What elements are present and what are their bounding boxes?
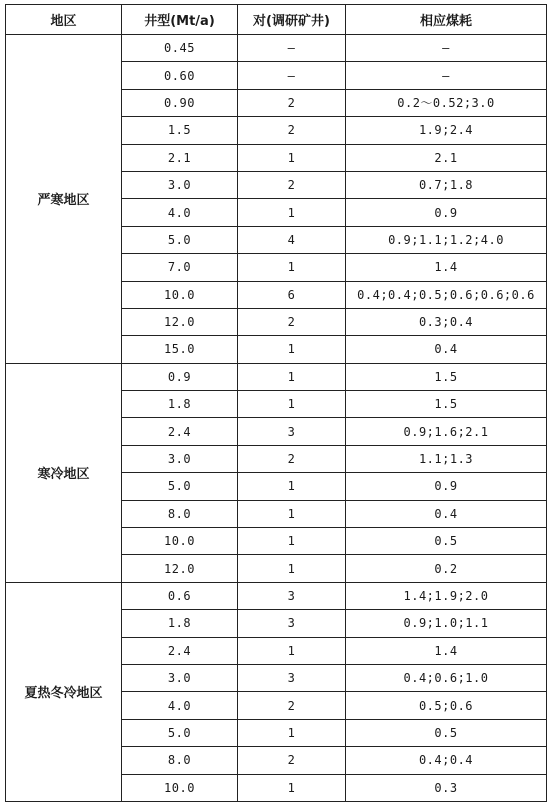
header-mine-type: 井型(Mt/a) bbox=[122, 5, 238, 35]
surveyed-mines-cell: 2 bbox=[238, 692, 346, 719]
coal-consumption-cell: 0.4;0.4 bbox=[346, 747, 547, 774]
header-surveyed-mines: 对(调研矿井) bbox=[238, 5, 346, 35]
mine-type-cell: 0.45 bbox=[122, 35, 238, 62]
surveyed-mines-cell: 1 bbox=[238, 336, 346, 363]
surveyed-mines-cell: 2 bbox=[238, 117, 346, 144]
coal-consumption-cell: 1.4;1.9;2.0 bbox=[346, 582, 547, 609]
table-row bbox=[6, 582, 547, 609]
mine-type-cell: 0.90 bbox=[122, 89, 238, 116]
mine-type-cell: 3.0 bbox=[122, 171, 238, 198]
coal-consumption-cell: — bbox=[346, 35, 547, 62]
surveyed-mines-cell: 1 bbox=[238, 774, 346, 801]
mine-type-cell: 1.5 bbox=[122, 117, 238, 144]
mine-type-cell: 1.8 bbox=[122, 610, 238, 637]
surveyed-mines-cell: 1 bbox=[238, 719, 346, 746]
coal-consumption-cell: 0.7;1.8 bbox=[346, 171, 547, 198]
coal-consumption-cell: 0.9;1.1;1.2;4.0 bbox=[346, 226, 547, 253]
header-region: 地区 bbox=[6, 5, 122, 35]
mine-type-cell: 3.0 bbox=[122, 664, 238, 691]
surveyed-mines-cell: 4 bbox=[238, 226, 346, 253]
coal-consumption-cell: 0.4;0.4;0.5;0.6;0.6;0.6 bbox=[346, 281, 547, 308]
surveyed-mines-cell: 1 bbox=[238, 500, 346, 527]
mine-type-cell: 15.0 bbox=[122, 336, 238, 363]
mine-type-cell: 12.0 bbox=[122, 555, 238, 582]
mine-type-cell: 0.6 bbox=[122, 582, 238, 609]
mine-type-cell: 5.0 bbox=[122, 226, 238, 253]
mine-type-cell: 10.0 bbox=[122, 281, 238, 308]
mine-type-cell: 7.0 bbox=[122, 254, 238, 281]
coal-consumption-cell: 0.5;0.6 bbox=[346, 692, 547, 719]
coal-consumption-cell: 1.5 bbox=[346, 363, 547, 390]
coal-consumption-cell: 1.4 bbox=[346, 254, 547, 281]
coal-consumption-cell: 0.4 bbox=[346, 336, 547, 363]
surveyed-mines-cell: — bbox=[238, 62, 346, 89]
mine-type-cell: 10.0 bbox=[122, 528, 238, 555]
coal-consumption-cell: 0.4;0.6;1.0 bbox=[346, 664, 547, 691]
surveyed-mines-cell: 3 bbox=[238, 582, 346, 609]
coal-consumption-cell: 0.9;1.0;1.1 bbox=[346, 610, 547, 637]
mine-type-cell: 10.0 bbox=[122, 774, 238, 801]
surveyed-mines-cell: 1 bbox=[238, 144, 346, 171]
surveyed-mines-cell: 2 bbox=[238, 171, 346, 198]
surveyed-mines-cell: 2 bbox=[238, 89, 346, 116]
coal-consumption-cell: 1.9;2.4 bbox=[346, 117, 547, 144]
coal-consumption-cell: 0.3;0.4 bbox=[346, 308, 547, 335]
coal-consumption-cell: 0.2～0.52;3.0 bbox=[346, 89, 547, 116]
mine-type-cell: 5.0 bbox=[122, 719, 238, 746]
surveyed-mines-cell: 2 bbox=[238, 308, 346, 335]
surveyed-mines-cell: 1 bbox=[238, 391, 346, 418]
coal-consumption-cell: 0.9 bbox=[346, 473, 547, 500]
surveyed-mines-cell: 6 bbox=[238, 281, 346, 308]
coal-consumption-cell: 1.4 bbox=[346, 637, 547, 664]
surveyed-mines-cell: 3 bbox=[238, 664, 346, 691]
mine-type-cell: 12.0 bbox=[122, 308, 238, 335]
surveyed-mines-cell: 3 bbox=[238, 418, 346, 445]
mine-type-cell: 4.0 bbox=[122, 199, 238, 226]
surveyed-mines-cell: 1 bbox=[238, 555, 346, 582]
coal-consumption-cell: 0.4 bbox=[346, 500, 547, 527]
mine-type-cell: 0.60 bbox=[122, 62, 238, 89]
region-cell: 寒冷地区 bbox=[6, 363, 122, 582]
surveyed-mines-cell: 1 bbox=[238, 363, 346, 390]
mine-type-cell: 4.0 bbox=[122, 692, 238, 719]
surveyed-mines-cell: — bbox=[238, 35, 346, 62]
surveyed-mines-cell: 1 bbox=[238, 473, 346, 500]
mine-type-cell: 1.8 bbox=[122, 391, 238, 418]
table-row bbox=[6, 363, 547, 390]
coal-consumption-cell: 0.2 bbox=[346, 555, 547, 582]
mine-type-cell: 2.4 bbox=[122, 637, 238, 664]
coal-consumption-cell: 0.5 bbox=[346, 528, 547, 555]
table-row bbox=[6, 35, 547, 62]
mine-type-cell: 2.1 bbox=[122, 144, 238, 171]
mine-type-cell: 8.0 bbox=[122, 500, 238, 527]
coal-consumption-table bbox=[5, 4, 547, 802]
coal-consumption-cell: 1.5 bbox=[346, 391, 547, 418]
mine-type-cell: 3.0 bbox=[122, 445, 238, 472]
mine-type-cell: 8.0 bbox=[122, 747, 238, 774]
mine-type-cell: 5.0 bbox=[122, 473, 238, 500]
header-coal-consumption: 相应煤耗 bbox=[346, 5, 547, 35]
coal-consumption-cell: 0.5 bbox=[346, 719, 547, 746]
surveyed-mines-cell: 1 bbox=[238, 199, 346, 226]
coal-consumption-cell: 0.9;1.6;2.1 bbox=[346, 418, 547, 445]
surveyed-mines-cell: 3 bbox=[238, 610, 346, 637]
region-cell: 夏热冬冷地区 bbox=[6, 582, 122, 801]
coal-consumption-cell: — bbox=[346, 62, 547, 89]
surveyed-mines-cell: 2 bbox=[238, 445, 346, 472]
surveyed-mines-cell: 1 bbox=[238, 637, 346, 664]
header-row bbox=[6, 5, 547, 35]
coal-consumption-cell: 1.1;1.3 bbox=[346, 445, 547, 472]
mine-type-cell: 2.4 bbox=[122, 418, 238, 445]
table-body bbox=[6, 35, 547, 802]
surveyed-mines-cell: 2 bbox=[238, 747, 346, 774]
surveyed-mines-cell: 1 bbox=[238, 254, 346, 281]
coal-consumption-cell: 2.1 bbox=[346, 144, 547, 171]
coal-consumption-cell: 0.9 bbox=[346, 199, 547, 226]
coal-consumption-cell: 0.3 bbox=[346, 774, 547, 801]
mine-type-cell: 0.9 bbox=[122, 363, 238, 390]
region-cell: 严寒地区 bbox=[6, 35, 122, 364]
surveyed-mines-cell: 1 bbox=[238, 528, 346, 555]
